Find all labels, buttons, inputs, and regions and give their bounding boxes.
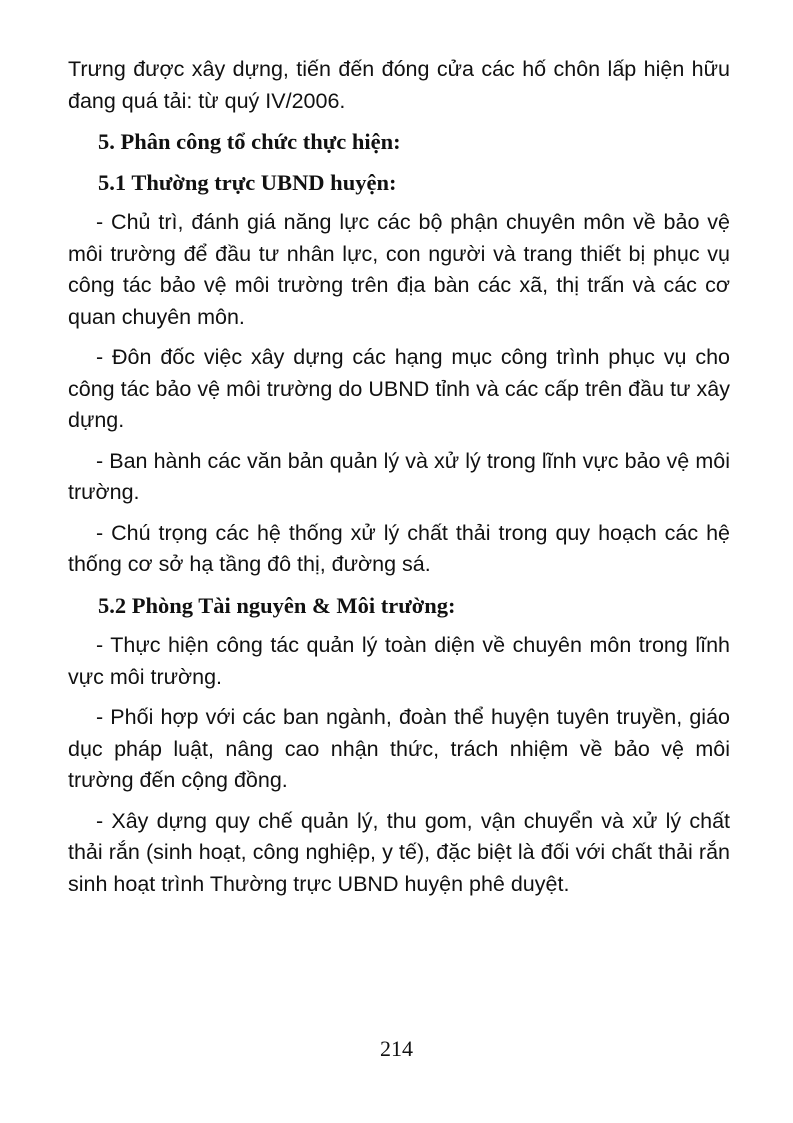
subsection-heading-5-1: 5.1 Thường trực UBND huyện: <box>98 169 397 195</box>
page-body <box>68 54 730 909</box>
paragraph-item: - Phối hợp với các ban ngành, đoàn thể huyện tuyên truyền, giáo dục pháp luật, nâng cao nhận thức, trách nhiệm về bảo vệ môi trường đến cộng đồng. <box>68 705 730 792</box>
paragraph-item: - Chú trọng các hệ thống xử lý chất thải trong quy hoạch các hệ thống cơ sở hạ tầng đô thị, đường sá. <box>68 520 730 576</box>
page-number: 214 <box>380 1036 413 1061</box>
section-heading-5: 5. Phân công tổ chức thực hiện: <box>98 129 401 154</box>
paragraph-item: - Thực hiện công tác quản lý toàn diện về chuyên môn trong lĩnh vực môi trường. <box>68 633 730 689</box>
paragraph-item: - Xây dựng quy chế quản lý, thu gom, vận chuyển và xử lý chất thải rắn (sinh hoạt, công nghiệp, y tế), đặc biệt là đối với chất thải rắn sinh hoạt trình Thường trực UBND huyện phê duyệt. <box>68 808 730 896</box>
subsection-heading-5-2: 5.2 Phòng Tài nguyên & Môi trường: <box>98 592 456 618</box>
paragraph-item: - Đôn đốc việc xây dựng các hạng mục công trình phục vụ cho công tác bảo vệ môi trường do UBND tỉnh và các cấp trên đầu tư xây dựng. <box>68 345 730 432</box>
paragraph-item: - Ban hành các văn bản quản lý và xử lý trong lĩnh vực bảo vệ môi trường. <box>68 448 730 504</box>
paragraph-continuation: Trưng được xây dựng, tiến đến đóng cửa các hố chôn lấp hiện hữu đang quá tải: từ quý IV/2006. <box>68 57 730 113</box>
paragraph-item: - Chủ trì, đánh giá năng lực các bộ phận chuyên môn về bảo vệ môi trường để đầu tư nhân lực, con người và trang thiết bị phục vụ công tác bảo vệ môi trường trên địa bàn các xã, thị trấn và các cơ quan chuyên môn. <box>68 210 730 329</box>
